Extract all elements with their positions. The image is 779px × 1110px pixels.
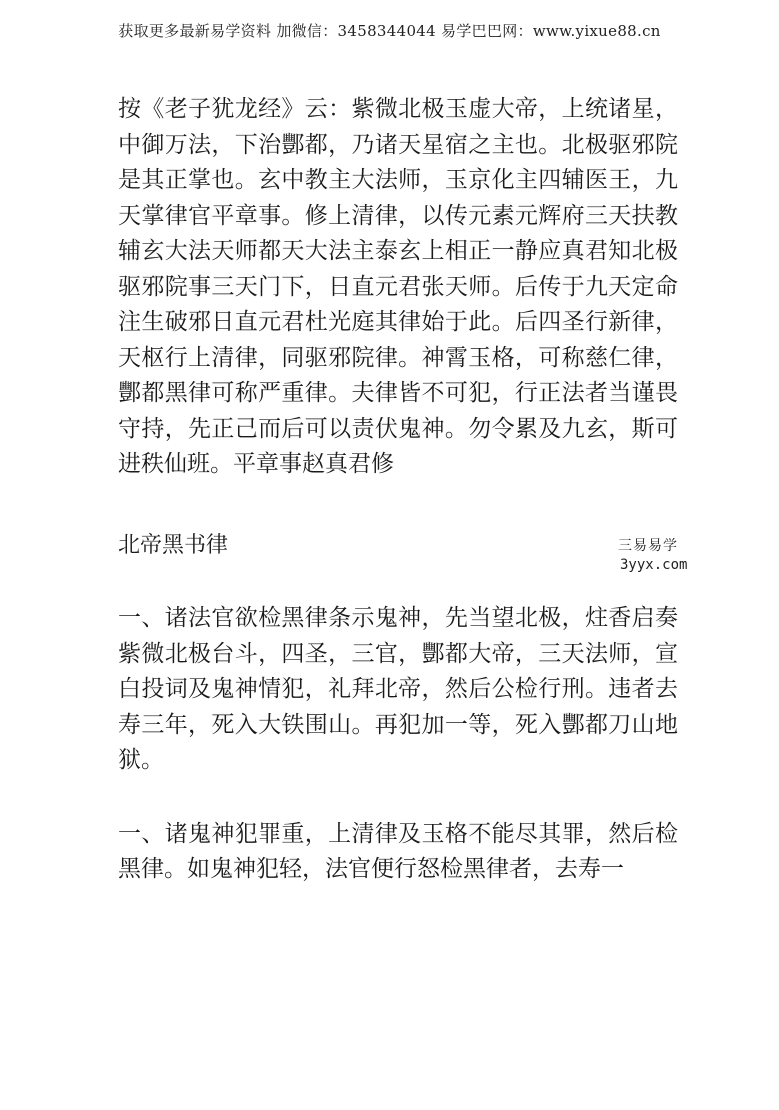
- paragraph-rule-1: 一、诸法官欲检黑律条示鬼神，先当望北极，炷香启奏紫微北极台斗，四圣，三官，酆都大帝，三天法师，宣白投词及鬼神情犯，礼拜北帝，然后公检行刑。违者去寿三年，死入大铁围山。再犯加一等，死入酆都刀山地狱。: [118, 605, 678, 773]
- watermark-title: 三易易学: [618, 538, 678, 554]
- paragraph-intro: 按《老子犹龙经》云：紫微北极玉虚大帝，上统诸星，中御万法，下治酆都，乃诸天星宿之主也。北极驱邪院是其正掌也。玄中教主大法师，玉京化主四辅医王，九天掌律官平章事。修上清律，以传元素元辉府三天扶教辅玄大法天师都天大法主泰玄上相正一静应真君知北极驱邪院事三天门下，日直元君张天师。后传于九天定命注生破邪日直元君杜光庭其律始于此。后四圣行新律，天枢行上清律，同驱邪院律。神霄玉格，可称慈仁律，酆都黑律可称严重律。夫律皆不可犯，行正法者当谨畏守持，先正己而后可以责伏鬼神。勿令累及九玄，斯可进秩仙班。平章事赵真君修: [118, 96, 678, 477]
- section-heading: 北帝黑书律: [118, 532, 229, 558]
- document-body: [118, 92, 678, 888]
- page-header-banner: 获取更多最新易学资料 加微信：3458344044 易学巴巴网：www.yixue88.cn: [118, 22, 661, 40]
- watermark-box: [520, 527, 700, 581]
- watermark-url: 3yyx.com: [620, 557, 688, 573]
- paragraph-rule-2: 一、诸鬼神犯罪重，上清律及玉格不能尽其罪，然后检黑律。如鬼神犯轻，法官便行怒检黑律者，去寿一: [118, 820, 678, 882]
